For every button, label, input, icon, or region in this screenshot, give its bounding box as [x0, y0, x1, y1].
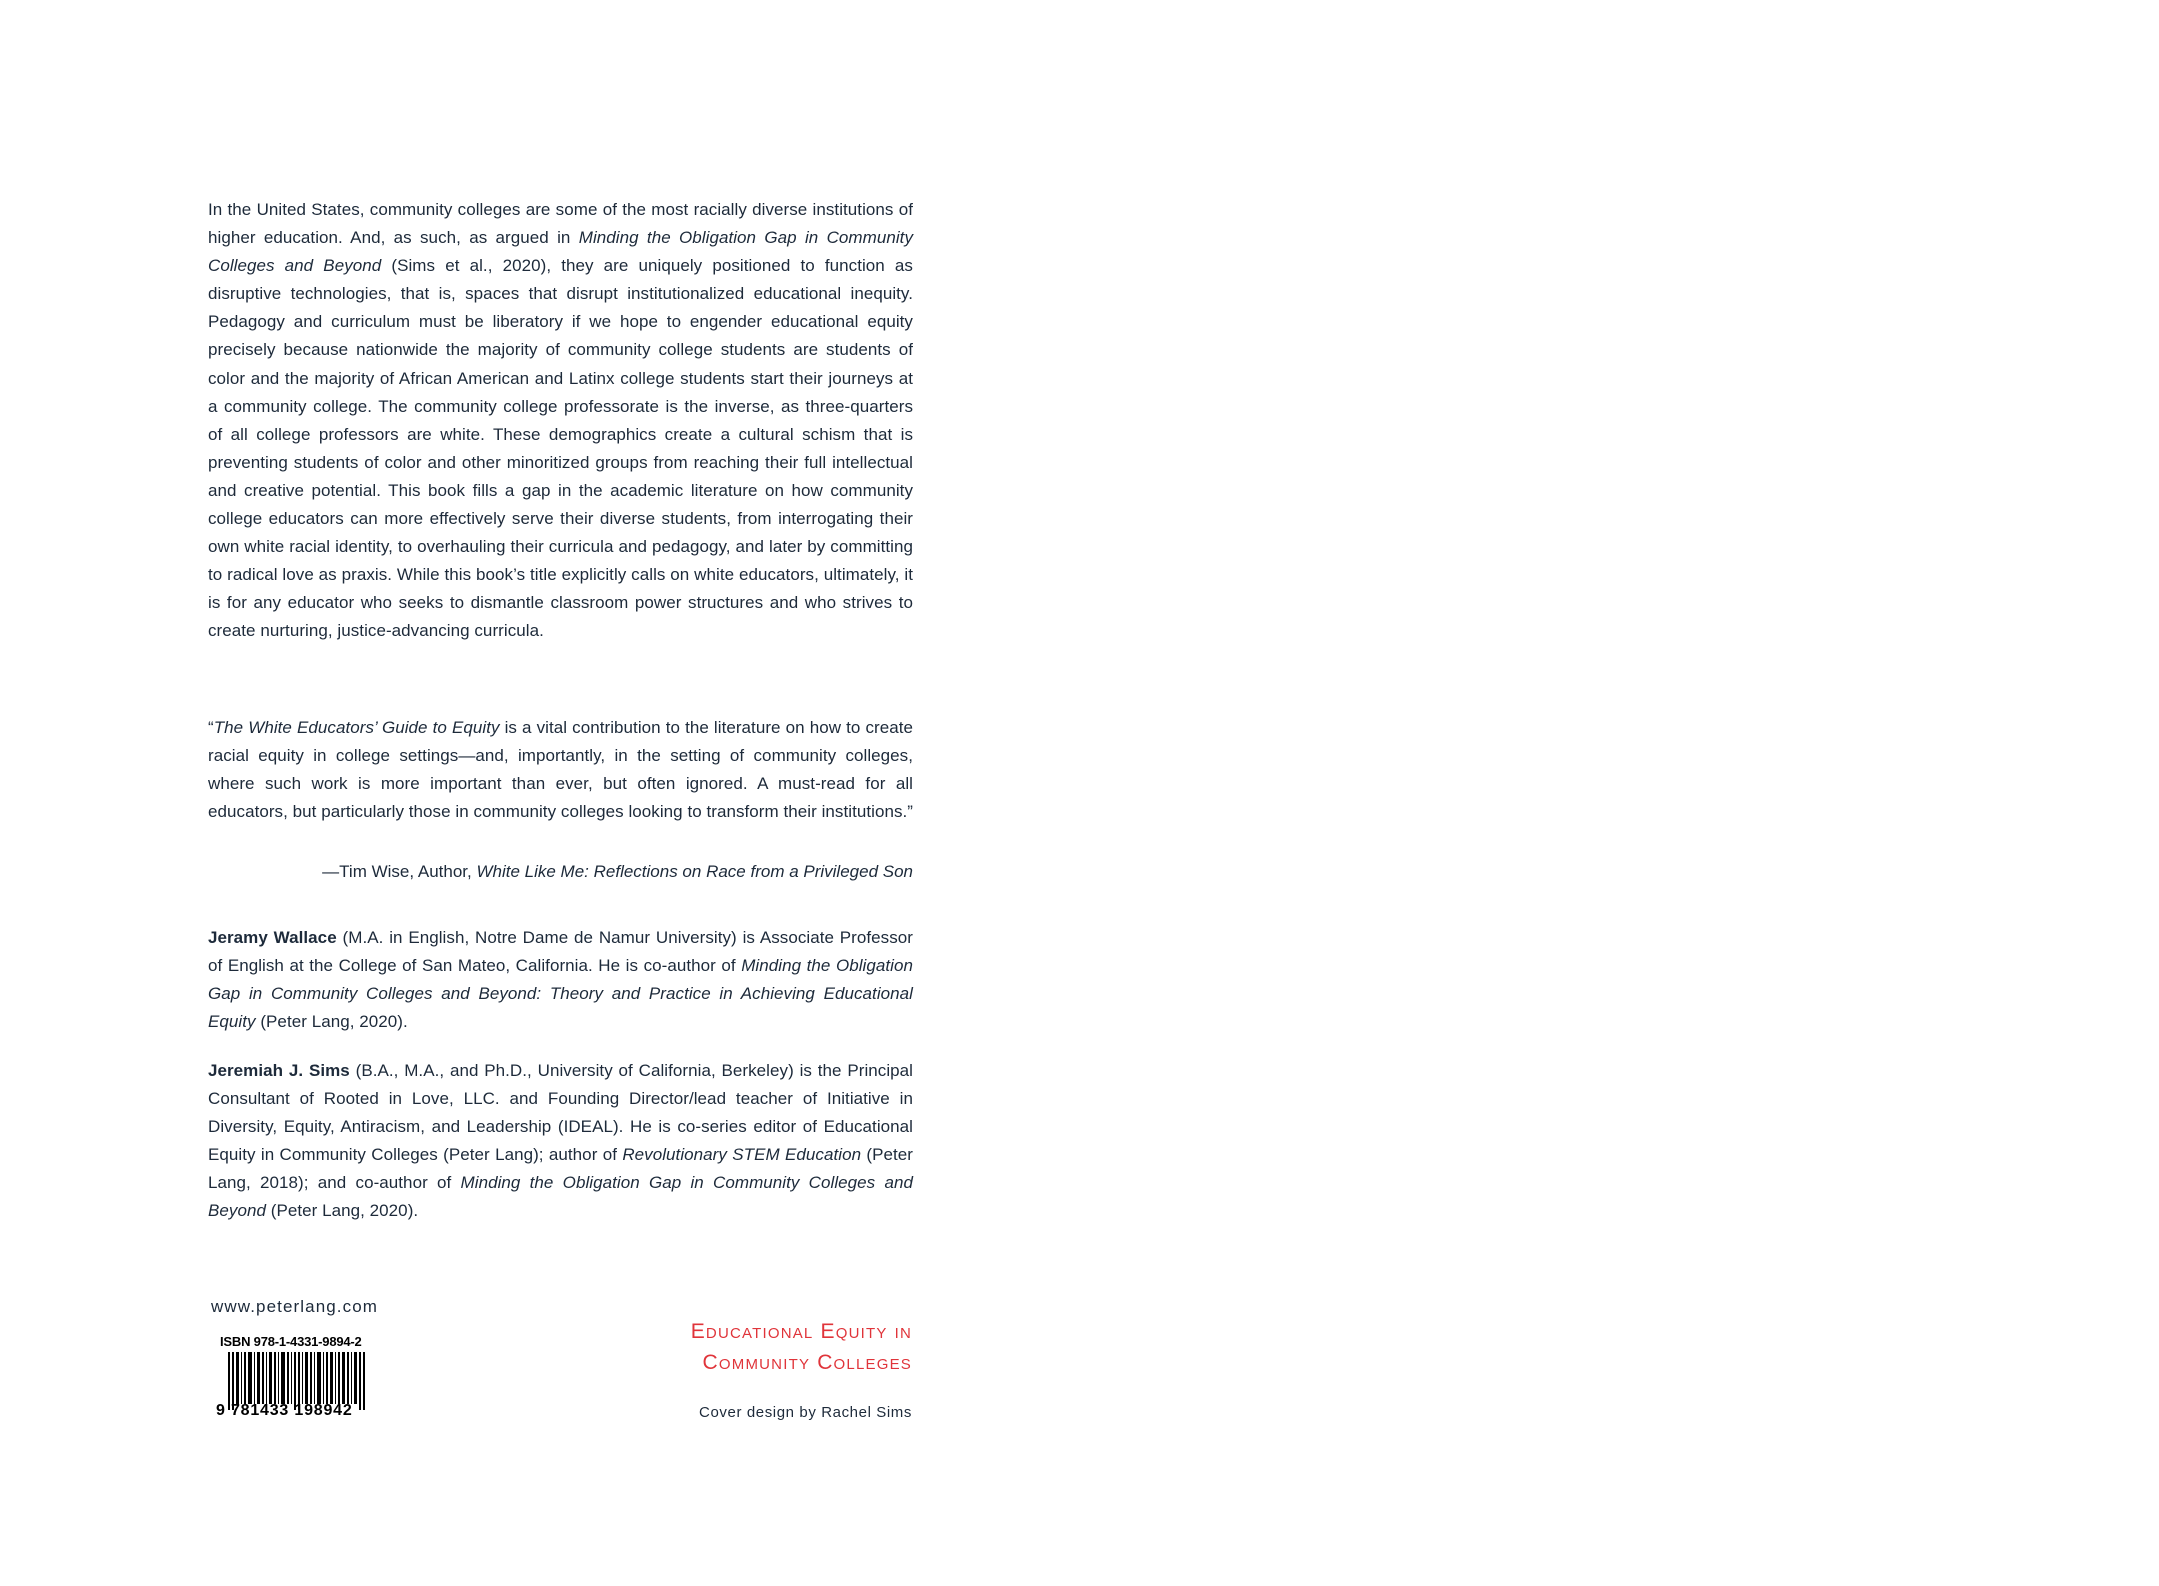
- endorsement-quote: [208, 714, 913, 826]
- bio-book-title: Minding the Obligation Gap in Community Colleges and Beyond: Theory and Practice in Achieving Educational Equity: [208, 956, 914, 1032]
- bio-text: (B.A., M.A., and Ph.D., University of California, Berkeley) is the Principal Consultant of Rooted in Love, LLC. and Founding Director/lead teacher of Initiative in Diversity, Equity, Antiracism, and Leadership (IDEAL). He is co-series editor of Educational Equity in Community Colleges (Peter Lang); author of: [208, 1061, 914, 1165]
- author-bio-sims: [208, 1057, 913, 1226]
- blurb-text: In the United States, community colleges are some of the most racially diverse institutions of higher education. And, as such, as argued in: [208, 200, 913, 248]
- blurb-text-continued: (Sims et al., 2020), they are uniquely positioned to function as disruptive technologies, that is, spaces that disrupt institutionalized educational inequity. Pedagogy and curriculum must be liberatory if we hope to engender educational equity precisely because nationwide the majority of community college students are students of color and the majority of African American and Latinx college students start their journeys at a community college. The community college professorate is the inverse, as three-quarters of all college professors are white. These demographics create a cultural schism that is preventing students of color and other minoritized groups from reaching their full intellectual and creative potential. This book fills a gap in the academic literature on how community college educators can more effectively serve their diverse students, from interrogating their own white racial identity, to overhauling their curricula and pedagogy, and later by committing to radical love as praxis. While this book’s title explicitly calls on white educators, ultimately, it is for any educator who seeks to dismantle classroom power structures and who strives to create nurturing, justice-advancing curricula.: [208, 256, 913, 641]
- bio-text: (Peter Lang, 2020).: [255, 1012, 408, 1032]
- series-title-line-2: Community Colleges: [702, 1351, 912, 1374]
- bio-book-title: Revolutionary STEM Education: [622, 1145, 862, 1165]
- series-title-line-1: Educational Equity in: [690, 1320, 912, 1343]
- author-bio-wallace: [208, 924, 913, 1036]
- publisher-website: www.peterlang.com: [211, 1297, 379, 1316]
- bio-book-title: Minding the Obligation Gap in Community Colleges and Beyond: [208, 1173, 913, 1221]
- quote-text: is a vital contribution to the literature on how to create racial equity in college settings—and, importantly, in the setting of community colleges, where such work is more important than ever, but often ignored. A must-read for all educators, but particularly those in community colleges looking to transform their institutions.”: [208, 718, 914, 822]
- attribution-author: —Tim Wise, Author,: [322, 862, 477, 881]
- bio-text: (Peter Lang, 2020).: [265, 1201, 419, 1221]
- barcode-digits: 9 781433 198942: [216, 1402, 353, 1419]
- author-name: Jeremiah J. Sims: [208, 1061, 350, 1080]
- quote-attribution: [208, 858, 913, 886]
- blurb-book-title: Minding the Obligation Gap in Community Colleges and Beyond: [208, 228, 913, 276]
- back-cover-blurb: [208, 196, 913, 646]
- quote-book-title: The White Educators’ Guide to Equity: [213, 718, 500, 737]
- attribution-work: White Like Me: Reflections on Race from a Privileged Son: [476, 862, 913, 881]
- cover-design-credit: Cover design by Rachel Sims: [699, 1404, 912, 1421]
- series-title: [691, 1316, 912, 1378]
- isbn-label: ISBN 978-1-4331-9894-2: [220, 1334, 362, 1349]
- bio-text: (M.A. in English, Notre Dame de Namur University) is Associate Professor of English at the College of San Mateo, California. He is co-author of: [208, 928, 913, 976]
- quote-open-mark: “: [208, 718, 214, 737]
- bio-text: (Peter Lang, 2018); and co-author of: [208, 1145, 913, 1193]
- isbn-barcode: [216, 1334, 382, 1424]
- author-name: Jeramy Wallace: [208, 928, 337, 947]
